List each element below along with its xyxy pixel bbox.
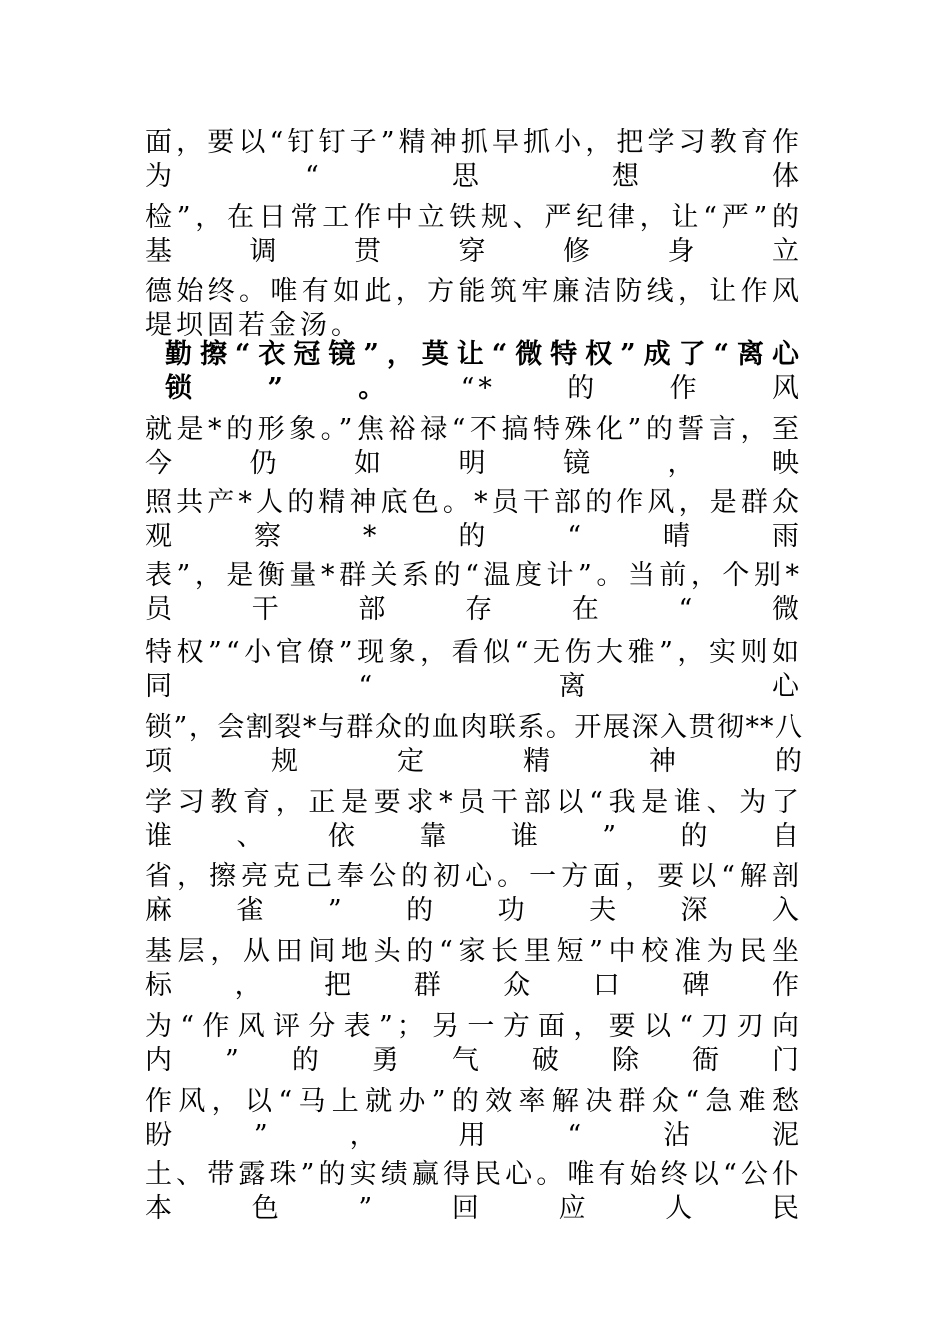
heading-tail: “*的作风	[460, 373, 803, 404]
line-text: 面，要以“钉钉子”精神抓早抓小，把学习教育作为“思想体	[145, 127, 803, 192]
paragraph-line	[145, 786, 803, 852]
paragraph-line	[145, 559, 803, 625]
line-text: 检”，在日常工作中立铁规、严纪律，让“严”的基调贯穿修身立	[145, 202, 803, 267]
line-text: 照共产*人的精神底色。*员干部的作风，是群众观察*的“晴雨	[145, 487, 803, 552]
paragraph-line	[145, 126, 803, 192]
line-text: 土、带露珠”的实绩赢得民心。唯有始终以“公仆本色”回应人民	[145, 1159, 803, 1224]
line-text: 基层，从田间地头的“家长里短”中校准为民坐标，把群众口碑作	[145, 936, 803, 1001]
line-text: 就是*的形象。”焦裕禄“不搞特殊化”的誓言，至今仍如明镜，映	[145, 414, 803, 479]
line-text: 德始终。唯有如此，方能筑牢廉洁防线，让作风堤坝固若金汤。	[145, 276, 803, 341]
line-text: 特权”“小官僚”现象，看似“无伤大雅”，实则如同“离心	[145, 637, 803, 702]
paragraph-line	[145, 711, 803, 777]
heading-line	[165, 338, 803, 404]
paragraph-heading-line	[165, 338, 803, 404]
paragraph-line	[145, 201, 803, 267]
paragraph-line	[145, 636, 803, 702]
line-text: 表”，是衡量*群关系的“温度计”。当前，个别*员干部存在“微	[145, 560, 803, 625]
bold-heading: 勤擦“衣冠镜”，莫让“微特权”成了“离心锁”。	[165, 339, 803, 404]
line-text: 学习教育，正是要求*员干部以“我是谁、为了谁、依靠谁”的自	[145, 787, 803, 852]
paragraph-line	[145, 1010, 803, 1076]
line-text: 省，擦亮克己奉公的初心。一方面，要以“解剖麻雀”的功夫深入	[145, 861, 803, 926]
paragraph-line	[145, 486, 803, 552]
paragraph-line	[145, 413, 803, 479]
line-text: 为“作风评分表”；另一方面，要以“刀刃向内”的勇气破除衙门	[145, 1011, 803, 1076]
line-text: 锁”，会割裂*与群众的血肉联系。开展深入贯彻**八项规定精神的	[145, 712, 803, 777]
line-text: 作风，以“马上就办”的效率解决群众“急难愁盼”，用“沾泥	[145, 1086, 803, 1151]
paragraph-line	[145, 1158, 803, 1224]
paragraph-line	[145, 860, 803, 926]
paragraph-line	[145, 275, 803, 341]
paragraph-line	[145, 1085, 803, 1151]
paragraph-line	[145, 935, 803, 1001]
